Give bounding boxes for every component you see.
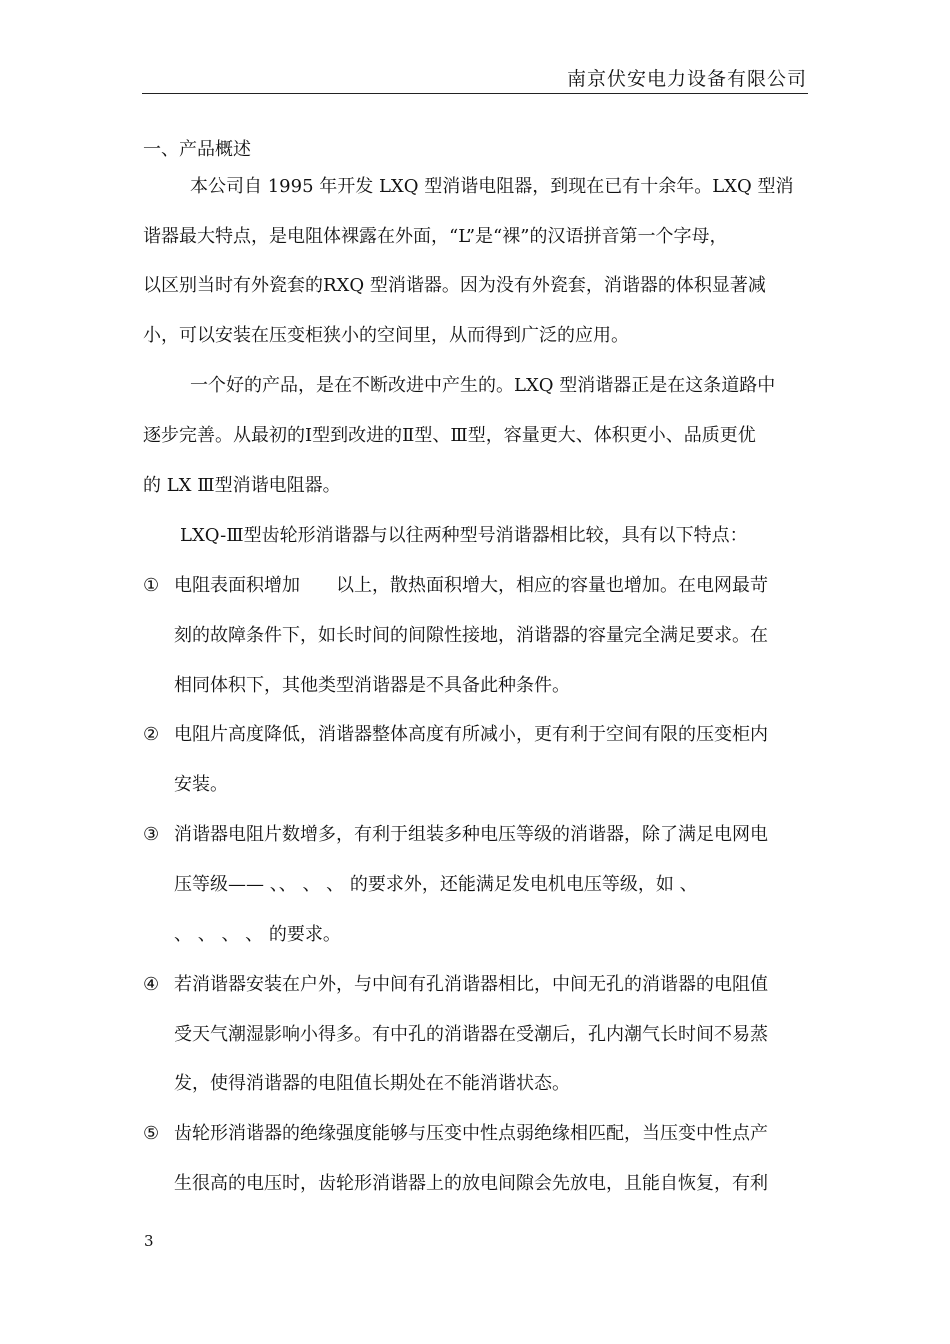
feature-line: 受天气潮湿影响小得多。有中孔的消谐器在受潮后，孔内潮气长时间不易蒸 [174, 1024, 768, 1045]
paragraph-line: 的 LX Ⅲ型消谐电阻器。 [143, 475, 341, 496]
paragraph-line: LXQ-Ⅲ型齿轮形消谐器与以往两种型号消谐器相比较，具有以下特点： [180, 525, 748, 546]
feature-marker: ④ [143, 974, 160, 995]
feature-marker: ⑤ [143, 1123, 160, 1144]
company-name: 南京伏安电力设备有限公司 [566, 68, 807, 90]
feature-line: 相同体积下，其他类型消谐器是不具备此种条件。 [174, 675, 570, 696]
paragraph-line: 以区别当时有外瓷套的RXQ 型消谐器。因为没有外瓷套，消谐器的体积显著减 [143, 275, 766, 296]
paragraph-line: 小，可以安装在压变柜狭小的空间里，从而得到广泛的应用。 [143, 325, 629, 346]
section-heading: 一、产品概述 [143, 139, 251, 160]
feature-marker: ③ [143, 824, 160, 845]
feature-line: 生很高的电压时，齿轮形消谐器上的放电间隙会先放电，且能自恢复，有利 [174, 1173, 768, 1194]
feature-line: 若消谐器安装在户外，与中间有孔消谐器相比，中间无孔的消谐器的电阻值 [174, 974, 768, 995]
feature-line: 消谐器电阻片数增多，有利于组装多种电压等级的消谐器，除了满足电网电 [174, 824, 768, 845]
feature-marker: ② [143, 724, 160, 745]
feature-line: 电阻片高度降低，消谐器整体高度有所减小，更有利于空间有限的压变柜内 [174, 724, 768, 745]
feature-line: 、 、 、 、 的要求。 [174, 924, 341, 945]
feature-line: 刻的故障条件下，如长时间的间隙性接地，消谐器的容量完全满足要求。在 [174, 625, 768, 646]
paragraph-line: 本公司自 1995 年开发 LXQ 型消谐电阻器，到现在已有十余年。LXQ 型消 [190, 176, 794, 197]
feature-marker: ① [143, 575, 160, 596]
paragraph-line: 一个好的产品，是在不断改进中产生的。LXQ 型消谐器正是在这条道路中 [190, 375, 776, 396]
header-divider [142, 93, 808, 94]
paragraph-line: 谐器最大特点，是电阻体裸露在外面，“L”是“裸”的汉语拼音第一个字母， [143, 226, 728, 247]
feature-line: 电阻表面积增加 以上，散热面积增大，相应的容量也增加。在电网最苛 [174, 575, 768, 596]
feature-line: 发，使得消谐器的电阻值长期处在不能消谐状态。 [174, 1073, 570, 1094]
page-number: 3 [144, 1232, 154, 1250]
feature-line: 安装。 [174, 774, 228, 795]
feature-line: 压等级—— 、、 、 、 的要求外，还能满足发电机电压等级，如 、 [174, 874, 698, 895]
feature-line: 齿轮形消谐器的绝缘强度能够与压变中性点弱绝缘相匹配，当压变中性点产 [174, 1123, 768, 1144]
paragraph-line: 逐步完善。从最初的Ⅰ型到改进的Ⅱ型、Ⅲ型，容量更大、体积更小、品质更优 [143, 425, 756, 446]
